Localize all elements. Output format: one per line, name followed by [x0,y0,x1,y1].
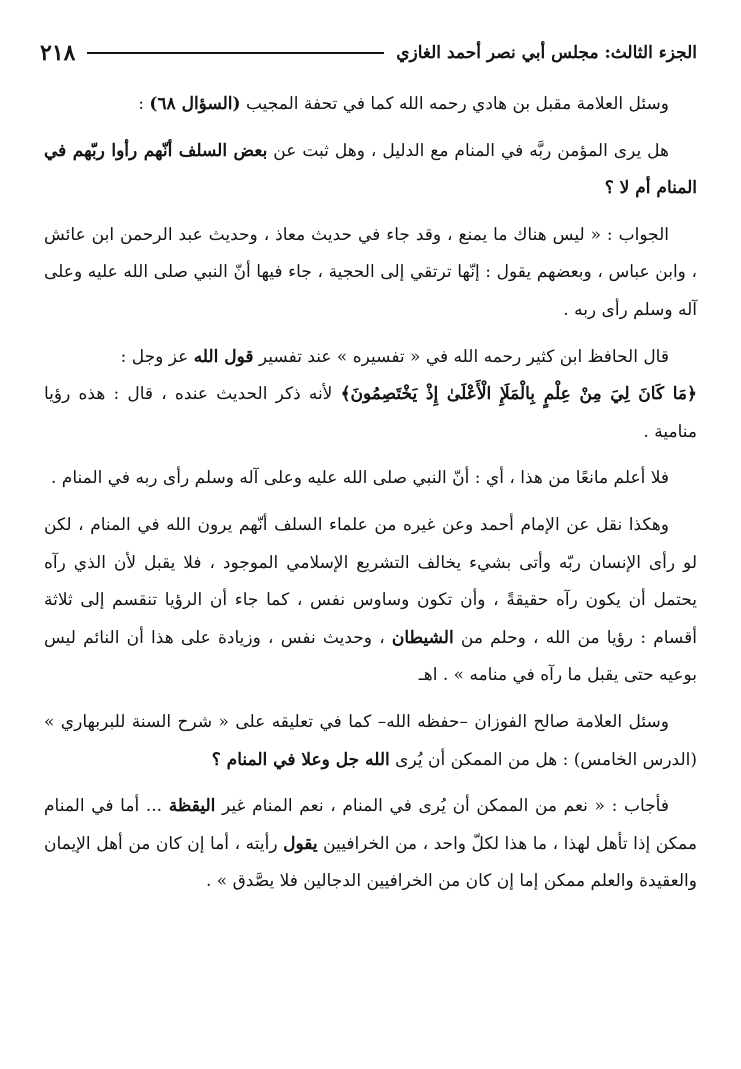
text-segment: فأجاب : « نعم من الممكن أن يُرى في المنام ، نعم المنام غير [215,796,669,817]
text-segment: الجواب : « ليس هناك ما يمنع ، وقد جاء في حديث معاذ ، وحديث عبد الرحمن ابن عائش ، وابن عباس ، وبعضهم يقول : إنّها ترتقي إلى الحجية ، جاء فيها أنّ النبي صلى الله عليه وعلى آله وسلم رأى ربه . [44,224,697,320]
text-segment: ﴿مَا كَانَ لِيَ مِنْ عِلْمٍ بِالْمَلَإِ الْأَعْلَىٰ إِذْ يَخْتَصِمُونَ﴾ [340,384,698,405]
text-segment: وسئل العلامة صالح الفوزان –حفظه الله– كما في تعليقه على « شرح السنة للبربهاري » (الدرس الخامس) : هل من الممكن أن يُرى [44,711,697,770]
paragraph [44,339,697,377]
text-segment: الله جل وعلا في المنام ؟ [211,749,390,770]
paragraph [44,217,697,330]
text-segment: عز وجل : [120,346,194,367]
text-segment: فلا أعلم مانعًا من هذا ، أي : أنّ النبي صلى الله عليه وعلى آله وسلم رأى ربه في المنام . [50,468,669,489]
text-segment: بعض السلف أنّهم رأوا ربّهم في المنام أم لا ؟ [44,140,697,199]
text-segment: اليقظة [168,796,216,817]
page-number: ٢١٨ [40,40,76,66]
text-segment: قول الله [193,346,254,367]
text-segment: الشيطان [391,627,454,648]
page-body [44,86,697,910]
paragraph [44,704,697,779]
paragraph [44,376,697,451]
running-title: الجزء الثالث: مجلس أبي نصر أحمد الغازي [396,43,697,63]
paragraph [44,86,697,124]
text-segment: رأيته ، أما إن كان من أهل الإيمان والعقيدة والعلم ممكن إما إن كان من الخرافيين الدجالين فلا يصَّدق » . [44,833,697,892]
text-segment: ، وحديث نفس ، وزيادة على هذا أن النائم ليس بوعيه حتى يقبل ما رآه في منامه » . اهـ [44,627,697,686]
text-segment: وهكذا نقل عن الإمام أحمد وعن غيره من علماء السلف أنّهم يرون الله في المنام ، لكن لو رأى الإنسان ربّه وأتى بشيء يخالف التشريع الإسلامي الموجود ، فلا يقبل لأن الذي رآه يحتمل أن يكون رآه حقيقةً ، وأن تكون وساوس نفس ، كما جاء أن الرؤيا تنقسم إلى ثلاثة أقسام : رؤيا من الله ، وحلم من [44,514,697,648]
text-segment: قال الحافظ ابن كثير رحمه الله في « تفسيره » عند تفسير [253,346,669,367]
page-header [40,38,697,68]
text-segment: : [138,94,150,114]
paragraph [44,788,697,901]
header-rule [87,52,384,54]
paragraph [44,460,697,498]
text-segment: لأنه ذكر الحديث عنده ، قال : هذه رؤيا منامية . [44,384,697,442]
text-segment: هل يرى المؤمن ربَّه في المنام مع الدليل ، وهل ثبت عن [267,140,669,161]
text-segment: يقول [283,833,318,854]
paragraph [44,507,697,695]
text-segment: وسئل العلامة مقبل بن هادي رحمه الله كما في تحفة المجيب [240,94,669,114]
text-segment: ... أما في المنام ممكن إذا تأهل لهذا ، ما هذا لكلّ واحد ، من الخرافيين [44,796,697,854]
paragraph [44,133,697,208]
text-segment: (السؤال ٦٨) [149,94,241,114]
